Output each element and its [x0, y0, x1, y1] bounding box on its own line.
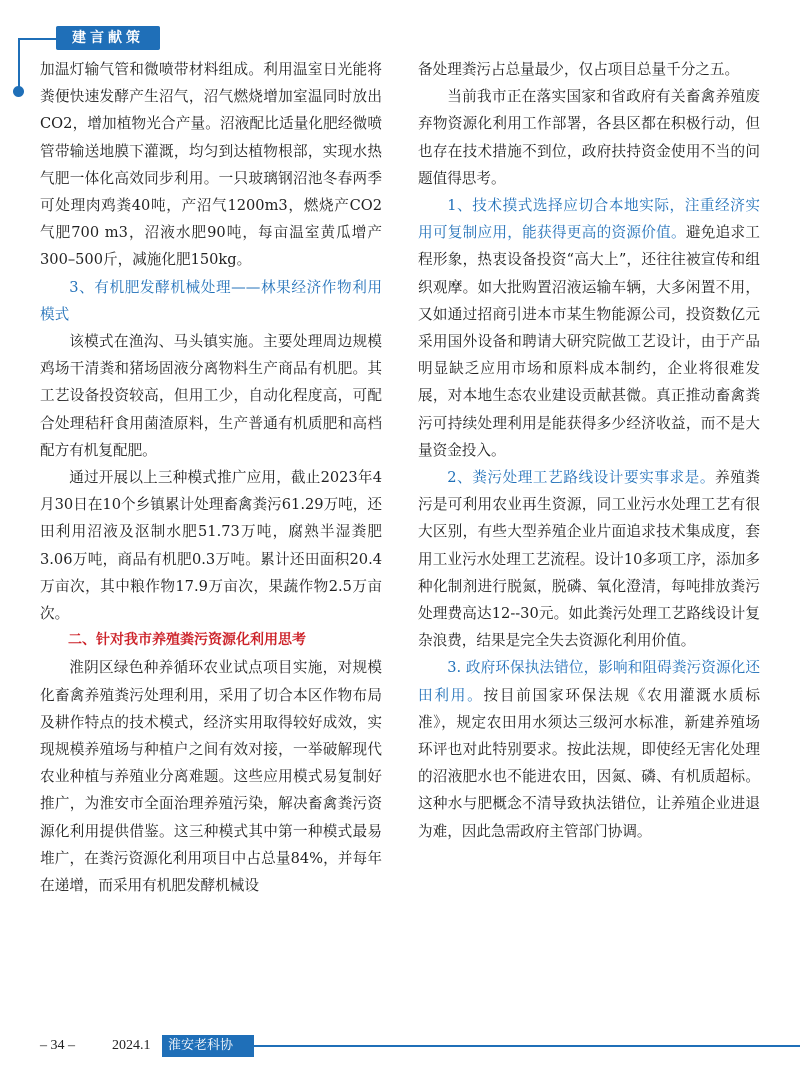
- footer-rule: [254, 1045, 800, 1047]
- paragraph: 该模式在渔沟、马头镇实施。主要处理周边规模鸡场干清粪和猪场固液分离物料生产商品有机肥。其工艺设备投资较高，但用工少，自动化程度高，可配合处理秸秆食用菌渣原料，生产普通有机质肥和高档配方有机复配肥。: [40, 333, 382, 459]
- paragraph-with-heading: [418, 654, 760, 844]
- paragraph: 当前我市正在落实国家和省政府有关畜禽养殖废弃物资源化利用工作部署，各县区都在积极行动，但也存在技术措施不到位，政府扶持资金使用不当的问题值得思考。: [418, 88, 760, 187]
- header-corner-dot: [13, 86, 24, 97]
- subheading: 3. 政府环保执法错位，影响和阻碍粪污资源化还田利用。: [418, 659, 760, 704]
- subheading: 3、有机肥发酵机械处理——林果经济作物利用模式: [40, 278, 382, 323]
- paragraph-with-heading: [418, 464, 760, 654]
- header-corner-line: [18, 38, 56, 40]
- paragraph: 通过开展以上三种模式推广应用，截止2023年4月30日在10个乡镇累计处理畜禽粪污61.29万吨，还田利用沼液及沤制水肥51.73万吨，腐熟半湿粪肥3.06万吨，商品有机肥0.3万吨。累计还田面积20.4万亩次，其中粮作物17.9万亩次，果蔬作物2.5万亩次。: [40, 469, 382, 623]
- paragraph-text: 按目前国家环保法规《农用灌溉水质标准》，规定农田用水须达三级河水标准，新建养殖场环评也对此特别要求。按此法规，即使经无害化处理的沼液肥水也不能进农田，因氮、磷、有机质超标。这种水与肥概念不清导致执法错位，让养殖企业进退为难，因此急需政府主管部门协调。: [418, 686, 760, 840]
- header-corner-line-vertical: [18, 38, 20, 88]
- paragraph: 加温灯输气管和微喷带材料组成。利用温室日光能将粪便快速发酵产生沼气，沼气燃烧增加室温同时放出CO2，增加植物光合产量。沼液配比适量化肥经微喷管带输送地膜下灌溉，均匀到达植物根部，实现水热气肥一体化高效同步利用。一只玻璃钢沼池冬春两季可处理肉鸡粪40吨，产沼气1200m3，燃烧产CO2气肥700 m3，沼液水肥90吨，每亩温室黄瓜增产300–500斤，减施化肥150kg。: [40, 61, 382, 269]
- paragraph-text: 避免追求工程形象，热衷设备投资“高大上”，还往往被宣传和组织观摩。如大批购置沼液运输车辆，大多闲置不用，又如通过招商引进本市某生物能源公司，投资数亿元采用国外设备和聘请大研究院做工艺设计，由于产品明显缺乏应用市场和原料成本制约，企业将很难发展，对本地生态农业建设贡献甚微。真正推动畜禽粪污可持续处理利用是能获得多少经济收益，而不是大量资金投入。: [418, 224, 760, 459]
- section-heading: 二、针对我市养殖粪污资源化利用思考: [68, 632, 306, 649]
- issue-label: 2024.1: [112, 1038, 151, 1053]
- paragraph-text: 养殖粪污是可利用农业再生资源，同工业污水处理工艺有很大区别，有些大型养殖企业片面追求技术集成度，套用工业污水处理工艺流程。设计10多项工序，添加多种化制剂进行脱氮，脱磷、氧化澄清，每吨排放粪污处理费高达12--30元。如此粪污处理工艺路线设计复杂浪费，结果是完全失去资源化利用价值。: [418, 469, 760, 650]
- page-number: – 34 –: [40, 1038, 75, 1053]
- paragraph: 淮阴区绿色种养循环农业试点项目实施，对规模化畜禽养殖粪污处理利用，采用了切合本区作物布局及耕作特点的技术模式，经济实用取得较好成效，实现规模养殖场与种植户之间有效对接，一举破解现代农业种植与养殖业分离难题。这些应用模式易复制好推广，为淮安市全面治理养殖污染，解决畜禽粪污资源化利用提供借鉴。这三种模式其中第一种模式最易堆广，在粪污资源化利用项目中占总量84%，并每年在递增，而采用有机肥发酵机械设: [40, 659, 382, 895]
- right-column: [418, 56, 760, 845]
- left-column: [40, 56, 382, 899]
- journal-name: 淮安老科协: [162, 1035, 254, 1057]
- paragraph-with-heading: [418, 192, 760, 464]
- paragraph: 备处理粪污占总量最少，仅占项目总量千分之五。: [418, 61, 740, 78]
- section-tab: 建言献策: [56, 26, 160, 50]
- subheading: 2、粪污处理工艺路线设计要实事求是。: [447, 469, 716, 487]
- subheading: 1、技术摸式选择应切合本地实际，注重经济实用可复制应用，能获得更高的资源价值。: [418, 197, 760, 242]
